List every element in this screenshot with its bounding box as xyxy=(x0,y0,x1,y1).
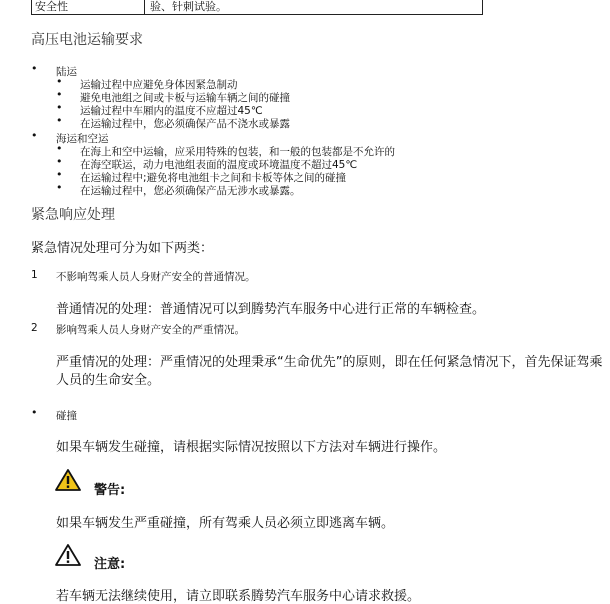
list-item: 在海空联运，动力电池组表面的温度或环境温度不超过45℃ xyxy=(80,159,358,171)
group-label-sea-air: 海运和空运 xyxy=(56,133,109,145)
warning-triangle-icon xyxy=(55,468,81,492)
list-item: 在运输过程中，您必须确保产品无涉水或暴露。 xyxy=(80,185,301,197)
case-text-line1: 严重情况的处理：严重情况的处理秉承“生命优先”的原则，即在任何紧急情况下，首先保证驾乘 xyxy=(56,355,603,370)
list-item: 避免电池组之间或卡板与运输车辆之间的碰撞 xyxy=(80,92,290,104)
case-number: 2 xyxy=(31,322,38,334)
bullet-dot: • xyxy=(56,101,63,114)
case-number: 1 xyxy=(31,269,38,281)
case-label: 影响驾乘人员人身财产安全的严重情况。 xyxy=(56,324,245,336)
table-cell-value: 验、针刺试验。 xyxy=(150,0,227,13)
note-triangle-icon xyxy=(55,543,81,567)
case-text: 普通情况的处理：普通情况可以到腾势汽车服务中心进行正常的车辆检查。 xyxy=(56,302,486,317)
bullet-dot: • xyxy=(56,75,63,88)
bullet-dot: • xyxy=(31,129,38,142)
section-title-transport: 高压电池运输要求 xyxy=(31,32,143,48)
table-cell-label: 安全性 xyxy=(35,0,68,13)
bullet-dot: • xyxy=(56,168,63,181)
list-item: 在运输过程中;避免将电池组卡之间和卡板等体之间的碰撞 xyxy=(80,172,347,184)
bullet-dot: • xyxy=(56,181,63,194)
bullet-dot: • xyxy=(56,155,63,168)
collision-label: 碰撞 xyxy=(56,410,77,422)
warning-text: 如果车辆发生严重碰撞，所有驾乘人员必须立即逃离车辆。 xyxy=(56,516,395,531)
case-label: 不影响驾乘人员人身财产安全的普通情况。 xyxy=(56,271,256,283)
warning-label: 警告: xyxy=(94,483,126,498)
table-divider xyxy=(144,0,145,14)
emergency-intro: 紧急情况处理可分为如下两类： xyxy=(31,241,214,256)
list-item: 运输过程中应避免身体因紧急制动 xyxy=(80,79,238,91)
bullet-dot: • xyxy=(56,114,63,127)
list-item: 在海上和空中运输，应采用特殊的包装，和一般的包装都是不允许的 xyxy=(80,146,395,158)
note-label: 注意: xyxy=(94,557,126,572)
section-title-emergency: 紧急响应处理 xyxy=(31,207,115,223)
bullet-dot: • xyxy=(31,62,38,75)
list-item: 在运输过程中，您必须确保产品不浇水或暴露 xyxy=(80,118,290,130)
bullet-dot: • xyxy=(31,406,38,419)
collision-text: 如果车辆发生碰撞，请根据实际情况按照以下方法对车辆进行操作。 xyxy=(56,440,447,455)
case-text-line2: 人员的生命安全。 xyxy=(56,373,161,388)
bullet-dot: • xyxy=(56,142,63,155)
spec-table-fragment xyxy=(31,0,483,15)
bullet-dot: • xyxy=(56,88,63,101)
group-label-land: 陆运 xyxy=(56,66,77,78)
list-item: 运输过程中车厢内的温度不应超过45℃ xyxy=(80,105,263,117)
note-text: 若车辆无法继续使用，请立即联系腾势汽车服务中心请求救援。 xyxy=(56,589,421,604)
